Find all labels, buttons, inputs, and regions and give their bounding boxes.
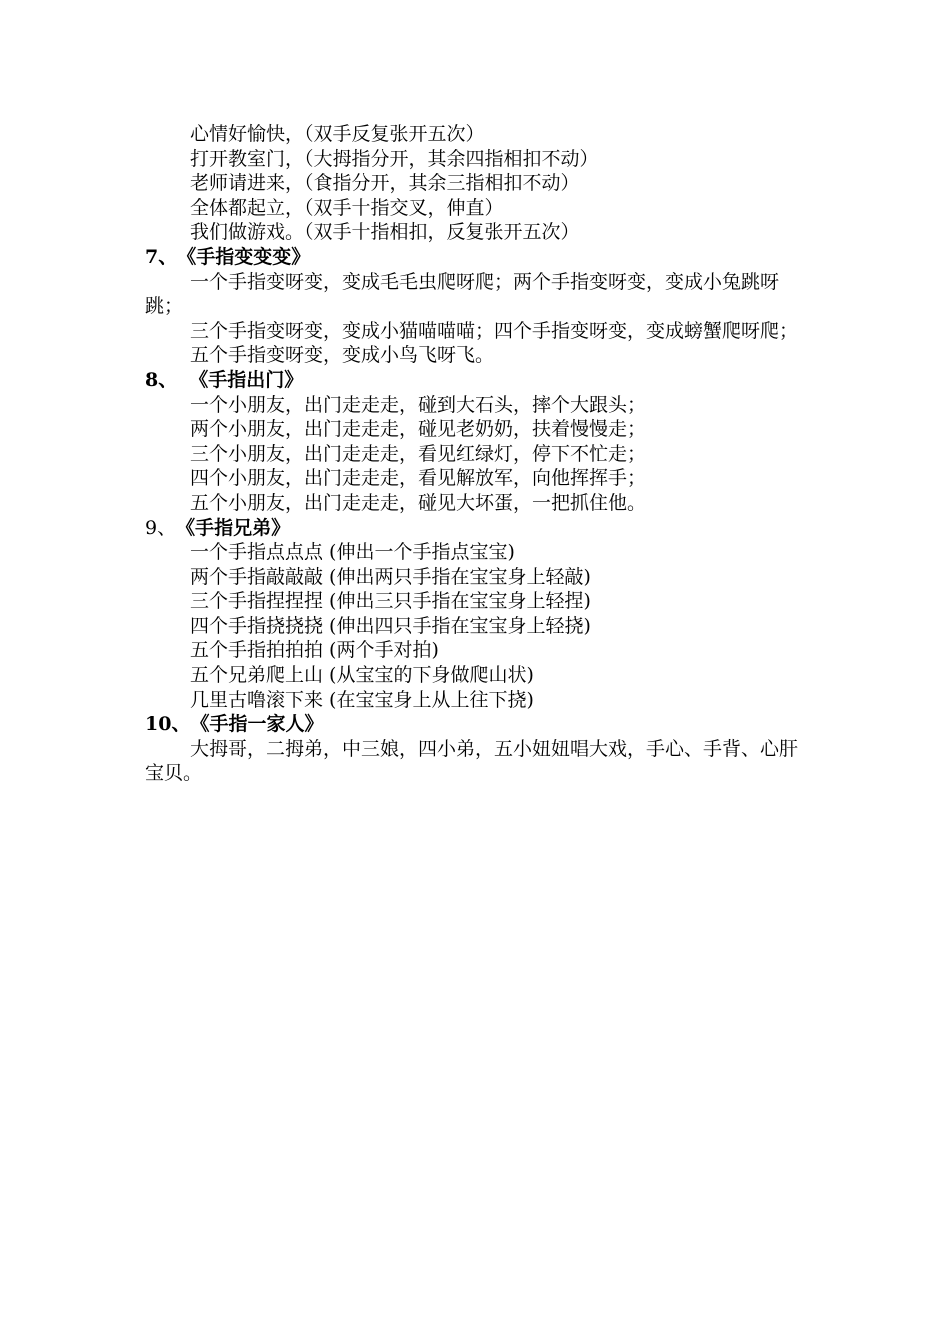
paragraph: 五个小朋友，出门走走走，碰见大坏蛋，一把抓住他。: [190, 491, 647, 514]
intro-line: 老师请进来，（食指分开，其余三指相扣不动）: [190, 172, 580, 195]
paragraph: 四个小朋友，出门走走走，看见解放军，向他挥挥手；: [190, 467, 647, 490]
section-title: 《手指一家人》: [190, 713, 324, 736]
paragraph: 大拇哥，二拇弟，中三娘，四小弟，五小妞妞唱大戏，手心、手背、心肝宝贝。: [145, 737, 799, 785]
paragraph: 五个手指变呀变，变成小鸟飞呀飞。: [190, 344, 495, 367]
paragraph: 五个兄弟爬上山 (从宝宝的下身做爬山状): [190, 664, 534, 687]
section-heading: [145, 516, 810, 541]
intro-block: [145, 122, 810, 245]
section-heading: [145, 368, 810, 393]
intro-line: 全体都起立，（双手十指交叉，伸直）: [190, 196, 504, 219]
paragraph: 三个手指变呀变，变成小猫喵喵喵；四个手指变呀变，变成螃蟹爬呀爬；: [190, 319, 799, 342]
paragraph: 四个手指挠挠挠 (伸出四只手指在宝宝身上轻挠): [190, 614, 591, 637]
paragraph: 两个手指敲敲敲 (伸出两只手指在宝宝身上轻敲): [190, 565, 591, 588]
section-number: 10、: [145, 713, 191, 736]
section-title: 《手指出门》: [189, 368, 304, 391]
section-9: [145, 516, 810, 713]
intro-line: 心情好愉快，（双手反复张开五次）: [190, 123, 485, 145]
paragraph: 三个小朋友，出门走走走，看见红绿灯，停下不忙走；: [190, 442, 647, 465]
intro-line: 打开教室门，（大拇指分开，其余四指相扣不动）: [190, 147, 599, 170]
intro-line: 我们做游戏。（双手十指相扣，反复张开五次）: [190, 221, 580, 244]
section-heading: [145, 712, 810, 737]
paragraph: 五个手指拍拍拍 (两个手对拍): [190, 639, 439, 662]
section-7: [145, 245, 810, 368]
section-10: [145, 712, 810, 786]
document-page: [145, 122, 810, 786]
section-title: 《手指兄弟》: [176, 516, 291, 539]
paragraph: 两个小朋友，出门走走走，碰见老奶奶，扶着慢慢走；: [190, 418, 647, 441]
paragraph: 一个手指变呀变，变成毛毛虫爬呀爬；两个手指变呀变，变成小兔跳呀跳；: [145, 270, 780, 318]
paragraph: 一个手指点点点 (伸出一个手指点宝宝): [190, 541, 515, 564]
section-number: 7、: [145, 245, 178, 268]
section-number: 8、: [145, 368, 178, 391]
paragraph: 几里古噜滚下来 (在宝宝身上从上往下挠): [190, 688, 534, 711]
section-heading: [145, 245, 810, 270]
section-8: [145, 368, 810, 516]
paragraph: 三个手指捏捏捏 (伸出三只手指在宝宝身上轻捏): [190, 590, 591, 613]
section-number: 9、: [145, 516, 177, 539]
section-title: 《手指变变变》: [177, 245, 311, 268]
paragraph: 一个小朋友，出门走走走，碰到大石头，摔个大跟头；: [190, 393, 647, 416]
